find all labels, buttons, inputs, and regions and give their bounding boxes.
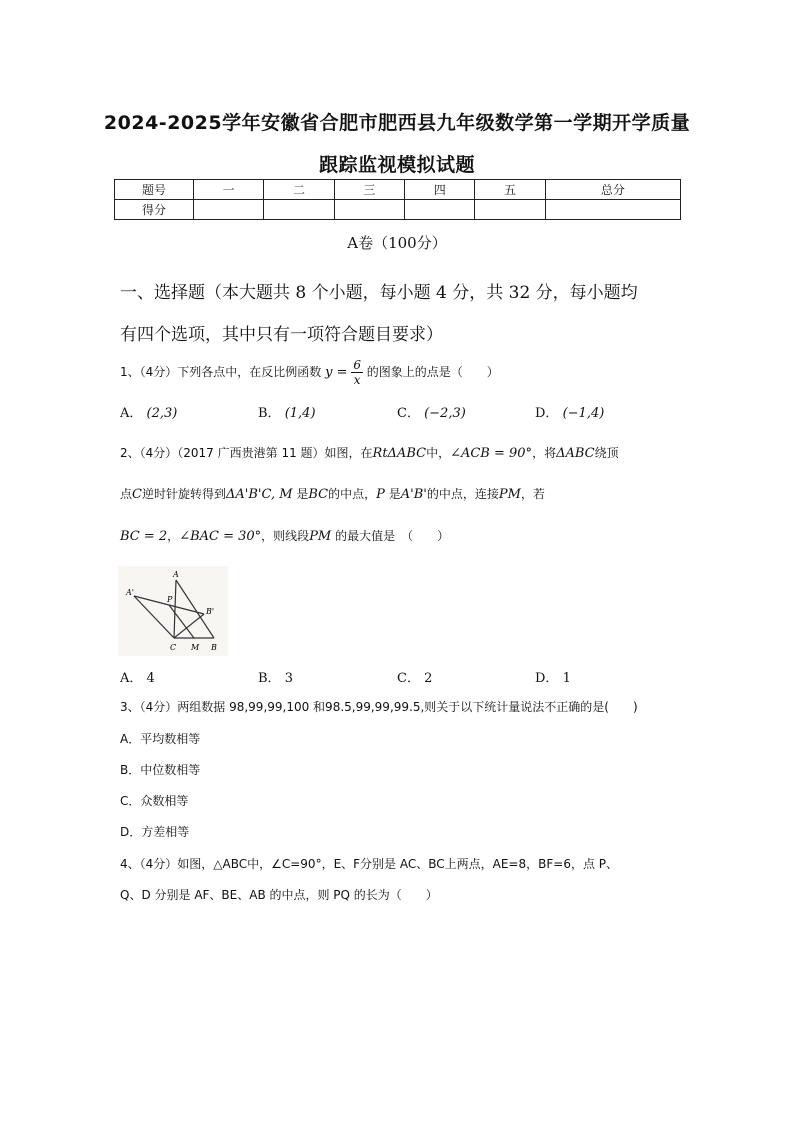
label-A: A [173, 570, 179, 579]
score-cell: 题号 [115, 180, 194, 200]
q2-geometry-figure [118, 566, 228, 656]
score-cell: 四 [405, 180, 475, 200]
question-2-line-1: 2、（4分）（2017 广西贵港第 11 题）如图，在RtΔABC中，∠ACB = 90°，将ΔABC绕顶 [120, 446, 619, 461]
part-1-line-2: 有四个选项，其中只有一项符合题目要求） [120, 325, 443, 345]
question-1-stem [120, 358, 499, 387]
q1-fraction [351, 358, 363, 387]
score-table [114, 179, 681, 220]
q1-denominator: x [353, 373, 361, 387]
score-table-header-row [115, 180, 681, 200]
score-cell: 总分 [545, 180, 680, 200]
label-A-prime: A' [126, 588, 134, 597]
q3-option-c[interactable]: C．众数相等 [120, 794, 189, 808]
question-3-stem: 3、（4分）两组数据 98,99,99,100 和98.5,99,99,99.5,则关于以下统计量说法不正确的是( ) [120, 700, 638, 714]
q1-option-c[interactable]: C． (−2,3) [397, 406, 466, 421]
score-cell: 五 [475, 180, 545, 200]
score-input-cell[interactable] [194, 200, 264, 220]
q1-prefix: 1、（4分）下列各点中，在反比例函数 [120, 365, 322, 379]
score-table-score-row [115, 200, 681, 220]
q3-option-d[interactable]: D．方差相等 [120, 825, 190, 839]
q1-function-lhs: y = [325, 365, 348, 380]
q2-option-b[interactable]: B． 3 [258, 671, 293, 686]
question-4-line-2: Q、D 分别是 AF、BE、AB 的中点，则 PQ 的长为（ ） [120, 888, 438, 902]
score-input-cell[interactable] [405, 200, 475, 220]
q1-numerator: 6 [353, 358, 361, 372]
exam-title-line-2: 跟踪监视模拟试题 [318, 154, 475, 176]
score-label-cell: 得分 [115, 200, 194, 220]
question-2-line-3: BC = 2，∠BAC = 30°，则线段PM 的最大值是 （ ） [120, 529, 450, 544]
label-B-prime: B' [206, 607, 215, 616]
score-input-cell[interactable] [334, 200, 404, 220]
part-1-line-1: 一、选择题（本大题共 8 个小题，每小题 4 分，共 32 分，每小题均 [120, 283, 638, 303]
label-M: M [191, 643, 200, 652]
score-input-cell[interactable] [264, 200, 334, 220]
part-1-heading [120, 272, 690, 356]
score-cell: 一 [194, 180, 264, 200]
q3-option-b[interactable]: B．中位数相等 [120, 763, 201, 777]
q2-option-c[interactable]: C． 2 [397, 671, 433, 686]
q1-option-b[interactable]: B． (1,4) [258, 406, 316, 421]
exam-title-line-1: 2024-2025学年安徽省合肥市肥西县九年级数学第一学期开学质量 [103, 112, 691, 134]
score-cell: 三 [334, 180, 404, 200]
question-4-line-1: 4、（4分）如图，△ABC中，∠C=90°，E、F分别是 AC、BC上两点，AE=8，BF=6，点 P、 [120, 857, 619, 871]
q1-option-a[interactable]: A． (2,3) [120, 406, 178, 421]
question-2-line-2: 点C逆时针旋转得到ΔA'B'C, M 是BC的中点，P 是A'B'的中点，连接PM，若 [120, 487, 545, 502]
label-B: B [211, 643, 217, 652]
score-cell: 二 [264, 180, 334, 200]
section-a-heading: A卷（100分） [347, 234, 447, 252]
q1-option-d[interactable]: D． (−1,4) [535, 406, 605, 421]
label-C: C [170, 643, 177, 652]
q3-option-a[interactable]: A．平均数相等 [120, 732, 201, 746]
q1-suffix: 的图象上的点是（ ） [366, 365, 499, 379]
q2-option-d[interactable]: D． 1 [535, 671, 571, 686]
label-P: P [167, 595, 173, 604]
score-input-cell[interactable] [475, 200, 545, 220]
score-input-cell[interactable] [545, 200, 680, 220]
q2-option-a[interactable]: A． 4 [120, 671, 155, 686]
